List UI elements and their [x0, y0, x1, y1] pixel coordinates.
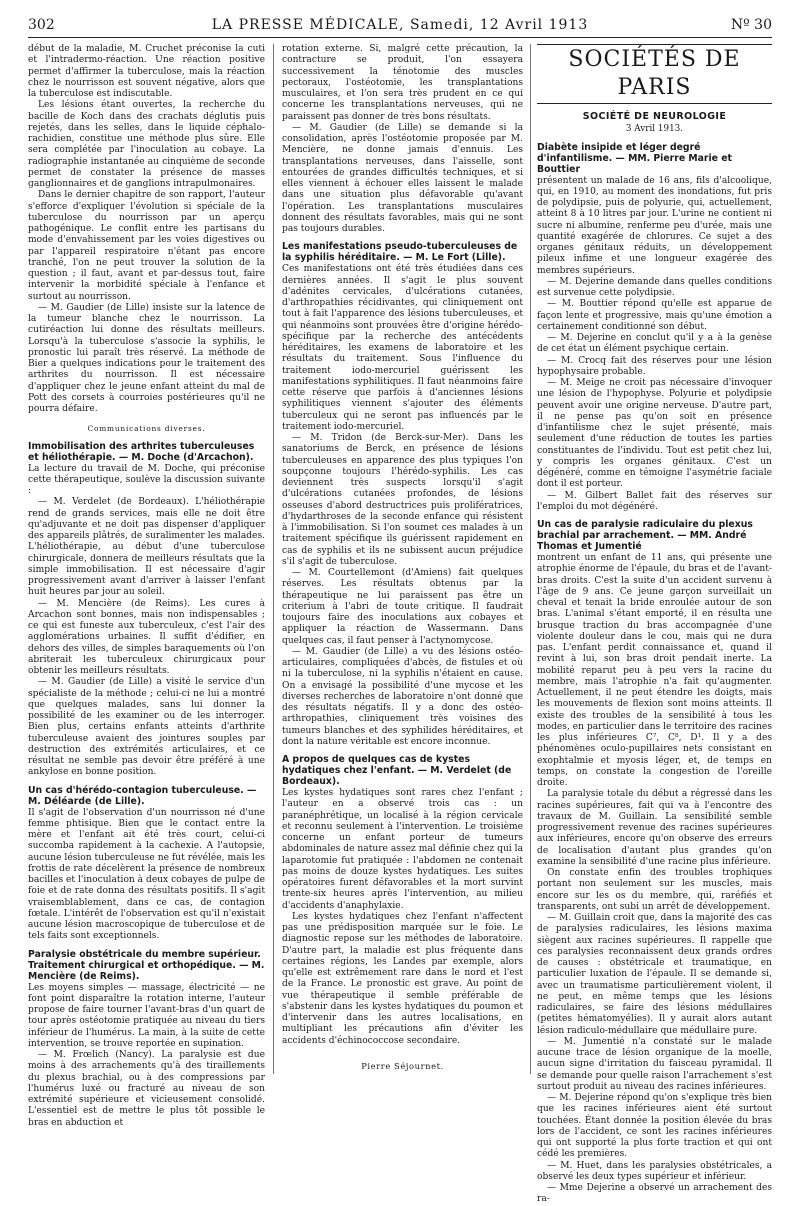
paragraph: Dans le dernier chapitre de son rapport, l'auteur s'efforce d'expliquer l'évolution si spéciale de la tuberculose du nourrisson par un aperçu pathogénique. Le conflit entre les partisans du mode d'envahissement par les voies digestives ou par l'appareil respiratoire n'étant pas encore tranché, l'on ne peut trouver la solution de la question ; il faut, avant et par-dessus tout, faire intervenir la morbidité spéciale à l'enfance et surtout au nourrisson. [28, 190, 265, 302]
paragraph: — M. Tridon (de Berck-sur-Mer). Dans les sanatoriums de Berck, en présence de lésions tuberculeuses en apparence des plus typiques l'on soupçonne toujours l'hérédo-syphilis. Les cas deviennent très suspects lorsqu'il s'agit d'ulcérations cutanées profondes, de lésions osseuses d'abord destructrices puis prolifératrices, d'hydarthroses de la seconde enfance qui résistent à l'immobilisation. Si l'on soumet ces malades à un traitement spécifique ils guérissent rapidement en cas de syphilis et ils ne subissent aucun préjudice s'il s'agit de tuberculose. [282, 433, 523, 567]
running-header [28, 15, 772, 38]
session-date: 3 Avril 1913. [625, 124, 684, 135]
signature: Pierre Séjournet. [361, 1060, 444, 1071]
paragraph: montrent un enfant de 11 ans, qui présente une atrophie énorme de l'épaule, du bras et de l'avant-bras droits. C'est la suite d'un accident survenu à l'âge de 9 ans. Ce jeune garçon surveillait un cheval et tenait la bride enroulée autour de son bras. L'animal s'étant emporté, il en résulta une brusque traction du bras accompagnée d'une violente douleur dans le cou, mais qui ne dura pas. L'enfant perdit connaissance et, quand il revint à lui, son bras droit pendait inerte. La mobilité reparut peu à peu vers la racine du membre, mais l'atrophie n'a fait qu'augmenter. Actuellement, il ne peut étendre les doigts, mais les mouvements de flexion sont moins atteints. Il existe des troubles de la sensibilité à tous les modes, en particulier dans le territoire des racines les plus inférieures C⁷, C⁸, D¹. Il y a des phénomènes oculo-pupillaires nets consistant en exophtalmie et myosis léger, et, de temps en temps, on constate la congestion de l'oreille droite. [537, 553, 772, 788]
paragraph: — M. Crocq fait des réserves pour une lésion hypophysaire probable. [537, 355, 772, 377]
paragraph: — M. Dejerine demande dans quelles conditions est survenue cette polydipsie. [537, 276, 772, 298]
paragraph: La lecture du travail de M. Doche, qui préconise cette thérapeutique, soulève la discussion suivante : [28, 463, 265, 496]
column-rule [273, 44, 274, 1074]
paragraph: — M. Gaudier (de Lille) a vu des lésions ostéo-articulaires, compliquées d'abcès, de fistules et où ni la tuberculose, ni la syphilis n'étaient en cause. On a envisagé la possibilité d'une mycose et les diverses recherches de laboratoire n'ont donné que des résultats négatifs. Il y a donc des ostéo-arthropathies, cliniquement très voisines des tumeurs blanches et des syphilides héréditaires, et dont la nature véritable est encore inconnue. [282, 646, 523, 747]
paragraph: La paralysie totale du début a régressé dans les racines supérieures, fait qui va à l'encontre des travaux de M. Guillain. La sensibilité semble progressivement revenue des racines supérieures aux inférieures, encore qu'on observe des erreurs de localisation d'autant plus grandes qu'on examine la sensibilité d'une racine plus inférieure. [537, 789, 772, 867]
paragraph: — M. Gaudier (de Lille) se demande si la consolidation, après l'ostéotomie proposée par M. Mencière, ne donne jamais d'ennuis. Les transplantations nerveuses, dans l'aisselle, sont entourées de grandes difficultés techniques, et si elles viennent à échouer elles laissent le malade dans une situation plus défavorable qu'avant l'opération. Les transplantations musculaires donnent des résultats favorables, mais qui ne sont pas toujours durables. [282, 122, 523, 234]
journal-title: LA PRESSE MÉDICALE, Samedi, 12 Avril 1913 [211, 17, 589, 33]
paragraph: rotation externe. Si, malgré cette précaution, la contracture se produit, l'on essayera successivement la ténotomie des muscles pectoraux, l'ostéotomie, les transplantations musculaires, et l'on sera très prudent en ce qui concerne les transplantations nerveuses, qui ne paraissent pas donner de très bons résultats. [282, 44, 523, 122]
paragraph: présentent un malade de 16 ans, fils d'alcoolique, qui, en 1910, au moment des inondations, fut pris de polydipsie, puis de polyurie, qui, actuellement, atteint 8 à 10 litres par jour. L'urine ne contient ni sucre ni albumine, renferme peu d'urée, mais une quantité exagérée de chlorures. Ce sujet a des organes génitaux réduits, un développement pileux infime et une longueur exagérée des membres supérieurs. [537, 175, 772, 276]
section-banner: SOCIÉTÉS DE PARIS [537, 44, 772, 104]
paragraph: — M. Verdelet (de Bordeaux). L'héliothérapie rend de grands services, mais elle ne doit être qu'adjuvante et ne doit pas dispenser d'appliquer des appareils plâtrés, de suralimenter les malades. L'héliothérapie, au début d'une tuberculose chirurgicale, donnera de meilleurs résultats que la simple immobilisation. Il est nécessaire d'agir progressivement avant d'arriver à laisser l'enfant huit heures par jour au soleil. [28, 497, 265, 598]
paragraph: On constate enfin des troubles trophiques portant non seulement sur les muscles, mais encore sur les os du membre, qui, raréfiés et transparents, ont subi un arrêt de développement. [537, 868, 772, 912]
section-heading: Immobilisation des arthrites tuberculeuses et héliothérapie. — M. Doche (d'Arcachon). [28, 440, 255, 463]
section-subtitle: Communications diverses. [87, 424, 206, 434]
paragraph: — M. Jumentié n'a constaté sur le malade aucune trace de lésion organique de la moelle, aucun signe d'irritation du faisceau pyramidal. Il se demande pour quelle raison l'arrachement s'est surtout produit au niveau des racines inférieures. [537, 1036, 772, 1092]
paragraph: — M. Huet, dans les paralysies obstétricales, a observé les deux types supérieur et inférieur. [537, 1160, 772, 1182]
paragraph: — M. Dejerine répond qu'on s'explique très bien que les racines inférieures aient été surtout touchées. Étant donnée la position élevée du bras lors de l'accident, ce sont les racines inférieures qui ont supporté la plus forte traction et qui ont cédé les premières. [537, 1093, 772, 1160]
section-heading: Un cas de paralysie radiculaire du plexus brachial par arrachement. — MM. André Thomas et Jumentié [537, 519, 753, 552]
paragraph: Les lésions étant ouvertes, la recherche du bacille de Koch dans des crachats déglutis puis rejetés, dans les selles, dans le liquide céphalo-rachidien, constitue une méthode plus sûre. Elle sera complétée par l'inoculation au cobaye. La radiographie instantanée au cinquième de seconde permet de constater la présence de masses ganglionnaires et de ganglions intrapulmonaires. [28, 100, 265, 189]
section-heading: Les manifestations pseudo-tuberculeuses de la syphilis héréditaire. — M. Le Fort (Lille). [282, 241, 518, 264]
society-title: SOCIÉTÉ DE NEUROLOGIE [582, 111, 727, 122]
column-right [537, 44, 772, 1206]
paragraph: début de la maladie, M. Cruchet préconise la cuti et l'intradermo-réaction. Une réaction positive permet d'affirmer la tuberculose, mais la réaction chez le nourrisson est souvent négative, alors que la tuberculose est indiscutable. [28, 44, 265, 99]
paragraph: — M. Gaudier (de Lille) insiste sur la latence de la tumeur blanche chez le nourrisson. La cutiréaction lui donne des résultats meilleurs. Lorsqu'à la tuberculose s'associe la syphilis, le pronostic lui paraît très réservé. La méthode de Bier a quelques indications pour le traitement des arthrites du nourrisson. Il est nécessaire d'appliquer chez le jeune enfant atteint du mal de Pott des corsets à courroies postérieures qu'il ne pourra défaire. [28, 302, 265, 414]
paragraph: — M. Guillain croit que, dans la majorité des cas de paralysies radiculaires, les lésions maxima siègent aux racines supérieures. Il rappelle que ces paralysies reconnaissent deux grands ordres de causes : obstétricale et traumatique, en particulier luxation de l'épaule. Il se demande si, avec un traumatisme particulièrement violent, il ne peut, en même temps que les lésions radiculaires, se faire des lésions médullaires (petites hématomyélies). Il y aurait alors autant lésion radiculo-médullaire que médullaire pure. [537, 913, 772, 1036]
paragraph: — M. Courtellemont (d'Amiens) fait quelques réserves. Les résultats obtenus par la thérapeutique ne lui paraissent pas être un criterium à l'abri de toute critique. Il faudrait toujours faire des inoculations aux cobayes et appliquer la réaction de Wassermann. Dans quelques cas, il faut penser à l'actynomycose. [282, 568, 523, 646]
paragraph: — M. Mencière (de Reims). Les cures à Arcachon sont bonnes, mais non indispensables ; ce qui est funeste aux tuberculeux, c'est l'air des agglomérations urbaines. Il suffit d'édifier, en dehors des villes, de simples baraquements où l'on abriterait les tuberculeux chirurgicaux pour obtenir les meilleurs résultats. [28, 598, 265, 676]
issue-number: Nº 30 [730, 17, 772, 33]
paragraph: — Mme Dejerine a observé un arrachement des ra- [537, 1183, 772, 1205]
page-number: 302 [28, 17, 55, 33]
paragraph: — M. Meige ne croit pas nécessaire d'invoquer une lésion de l'hypophyse. Polyurie et polydipsie peuvent avoir une origine nerveuse. D'autre part, il ne pense pas qu'on soit en présence d'infantilisme chez le sujet présenté, mais seulement d'une réduction de toutes les parties constituantes de l'individu. Tout est petit chez lui, y compris les organes génitaux. C'est un dégénéré, comme en témoigne l'asymétrie faciale dont il est porteur. [537, 378, 772, 490]
column-rule [530, 44, 531, 1074]
paragraph: Il s'agit de l'observation d'un nourrisson né d'une femme phtisique. Bien que le contact entre la mère et l'enfant ait été très court, celui-ci succomba rapidement à la cachexie. A l'autopsie, aucune lésion tuberculeuse ne fut révélée, mais les frottis de rate décelèrent la présence de nombreux bacilles et l'inoculation à deux cobayes de pulpe de foie et de rate donna des résultats positifs. Il s'agit vraisemblablement, dans ce cas, de contagion fœtale. L'intérêt de l'observation est qu'il n'existait aucune lésion macroscopique de tuberculose et de tels faits sont exceptionnels. [28, 807, 265, 942]
column-left [28, 44, 265, 1129]
section-heading: Paralysie obstétricale du membre supérieur. Traitement chirurgical et orthopédique. — M. Mencière (de Reims). [28, 948, 265, 982]
paragraph: — M. Frœlich (Nancy). La paralysie est due moins à des arrachements qu'à des tiraillements du plexus brachial, ou à des compressions par l'humérus luxé ou fracturé au niveau de son extrémité supérieure et vicieusement consolidé. L'essentiel est de mettre le plus tôt possible le bras en abduction et [28, 1050, 265, 1128]
paragraph: — M. Bouttier répond qu'elle est apparue de façon lente et progressive, mais qu'une émotion a certainement conditionné son début. [537, 299, 772, 332]
section-heading: A propos de quelques cas de kystes hydatiques chez l'enfant. — M. Verdelet (de Bordeaux). [282, 754, 512, 787]
column-middle [282, 44, 523, 1072]
paragraph: Les moyens simples — massage, électricité — ne font point disparaître la rotation interne, l'auteur propose de faire tourner l'avant-bras d'un quart de tour après ostéotomie pratiquée au niveau du tiers inférieur de l'humérus. La main, à la suite de cette intervention, se trouve reportée en supination. [28, 982, 265, 1049]
paragraph: — M. Dejerine en conclut qu'il y a à la genèse de cet état un élément psychique certain. [537, 333, 772, 355]
paragraph: — M. Gaudier (de Lille) a visité le service d'un spécialiste de la méthode ; celui-ci ne lui a montré que quelques malades, sans lui donner la possibilité de les examiner ou de les interroger. Bien plus, certains enfants atteints d'arthrite tuberculeuse avaient des jointures souples par destruction des extrémités articulaires, et ce résultat ne semble pas devoir être préféré à une ankylose en bonne position. [28, 677, 265, 778]
section-heading: Diabète insipide et léger degré d'infantilisme. — MM. Pierre Marie et Bouttier [537, 141, 732, 175]
paragraph: Ces manifestations ont été très étudiées dans ces dernières années. Il s'agit le plus souvent d'adénites cervicales, d'ulcérations cutanées, d'arthropathies récidivantes, qui cliniquement ont tout à fait l'apparence des lésions tuberculeuses, et qui néanmoins sont prouvées être d'origine hérédo-spécifique par la recherche des antécédents héréditaires, les examens de laboratoire et les résultats du traitement. Sous l'influence du traitement iodo-mercuriel guérissent les manifestations syphilitiques. Il faut néanmoins faire cette réserve que parfois à d'anciennes lésions syphilitiques viennent s'ajouter des éléments tuberculeux qui ne seront pas influencés par le traitement iodo-mercuriel. [282, 264, 523, 432]
paragraph: — M. Gilbert Ballet fait des réserves sur l'emploi du mot dégénéré. [537, 490, 772, 512]
section-heading: Un cas d'hérédo-contagion tuberculeuse. — M. Déléarde (de Lille). [28, 784, 257, 807]
paragraph: Les kystes hydatiques sont rares chez l'enfant ; l'auteur en a observé trois cas : un paranéphrétique, un localisé à la région cervicale et reconnu seulement à l'intervention. Le troisième concerne un enfant porteur de tumeurs abdominales de nature assez mal définie chez qui la laparotomie fut pratiquée : l'abdomen ne contenait pas moins de douze kystes hydatiques. Les suites opératoires furent défavorables et la mort survint trente-six heures après l'intervention, au milieu d'accidents d'anaphylaxie. [282, 788, 523, 911]
paragraph: Les kystes hydatiques chez l'enfant n'affectent pas une prédisposition marquée sur le foie. Le diagnostic repose sur les méthodes de laboratoire. D'autre part, la maladie est plus fréquente dans certaines régions, les Landes par exemple, alors qu'elle est extrêmement rare dans le nord et l'est de la France. Le pronostic est grave. Au point de vue thérapeutique il semble préférable de s'abstenir dans les kystes hydatiques du poumon et d'intervenir dans les autres localisations, en multipliant les précautions afin d'éviter les accidents d'échinococcose secondaire. [282, 911, 523, 1046]
